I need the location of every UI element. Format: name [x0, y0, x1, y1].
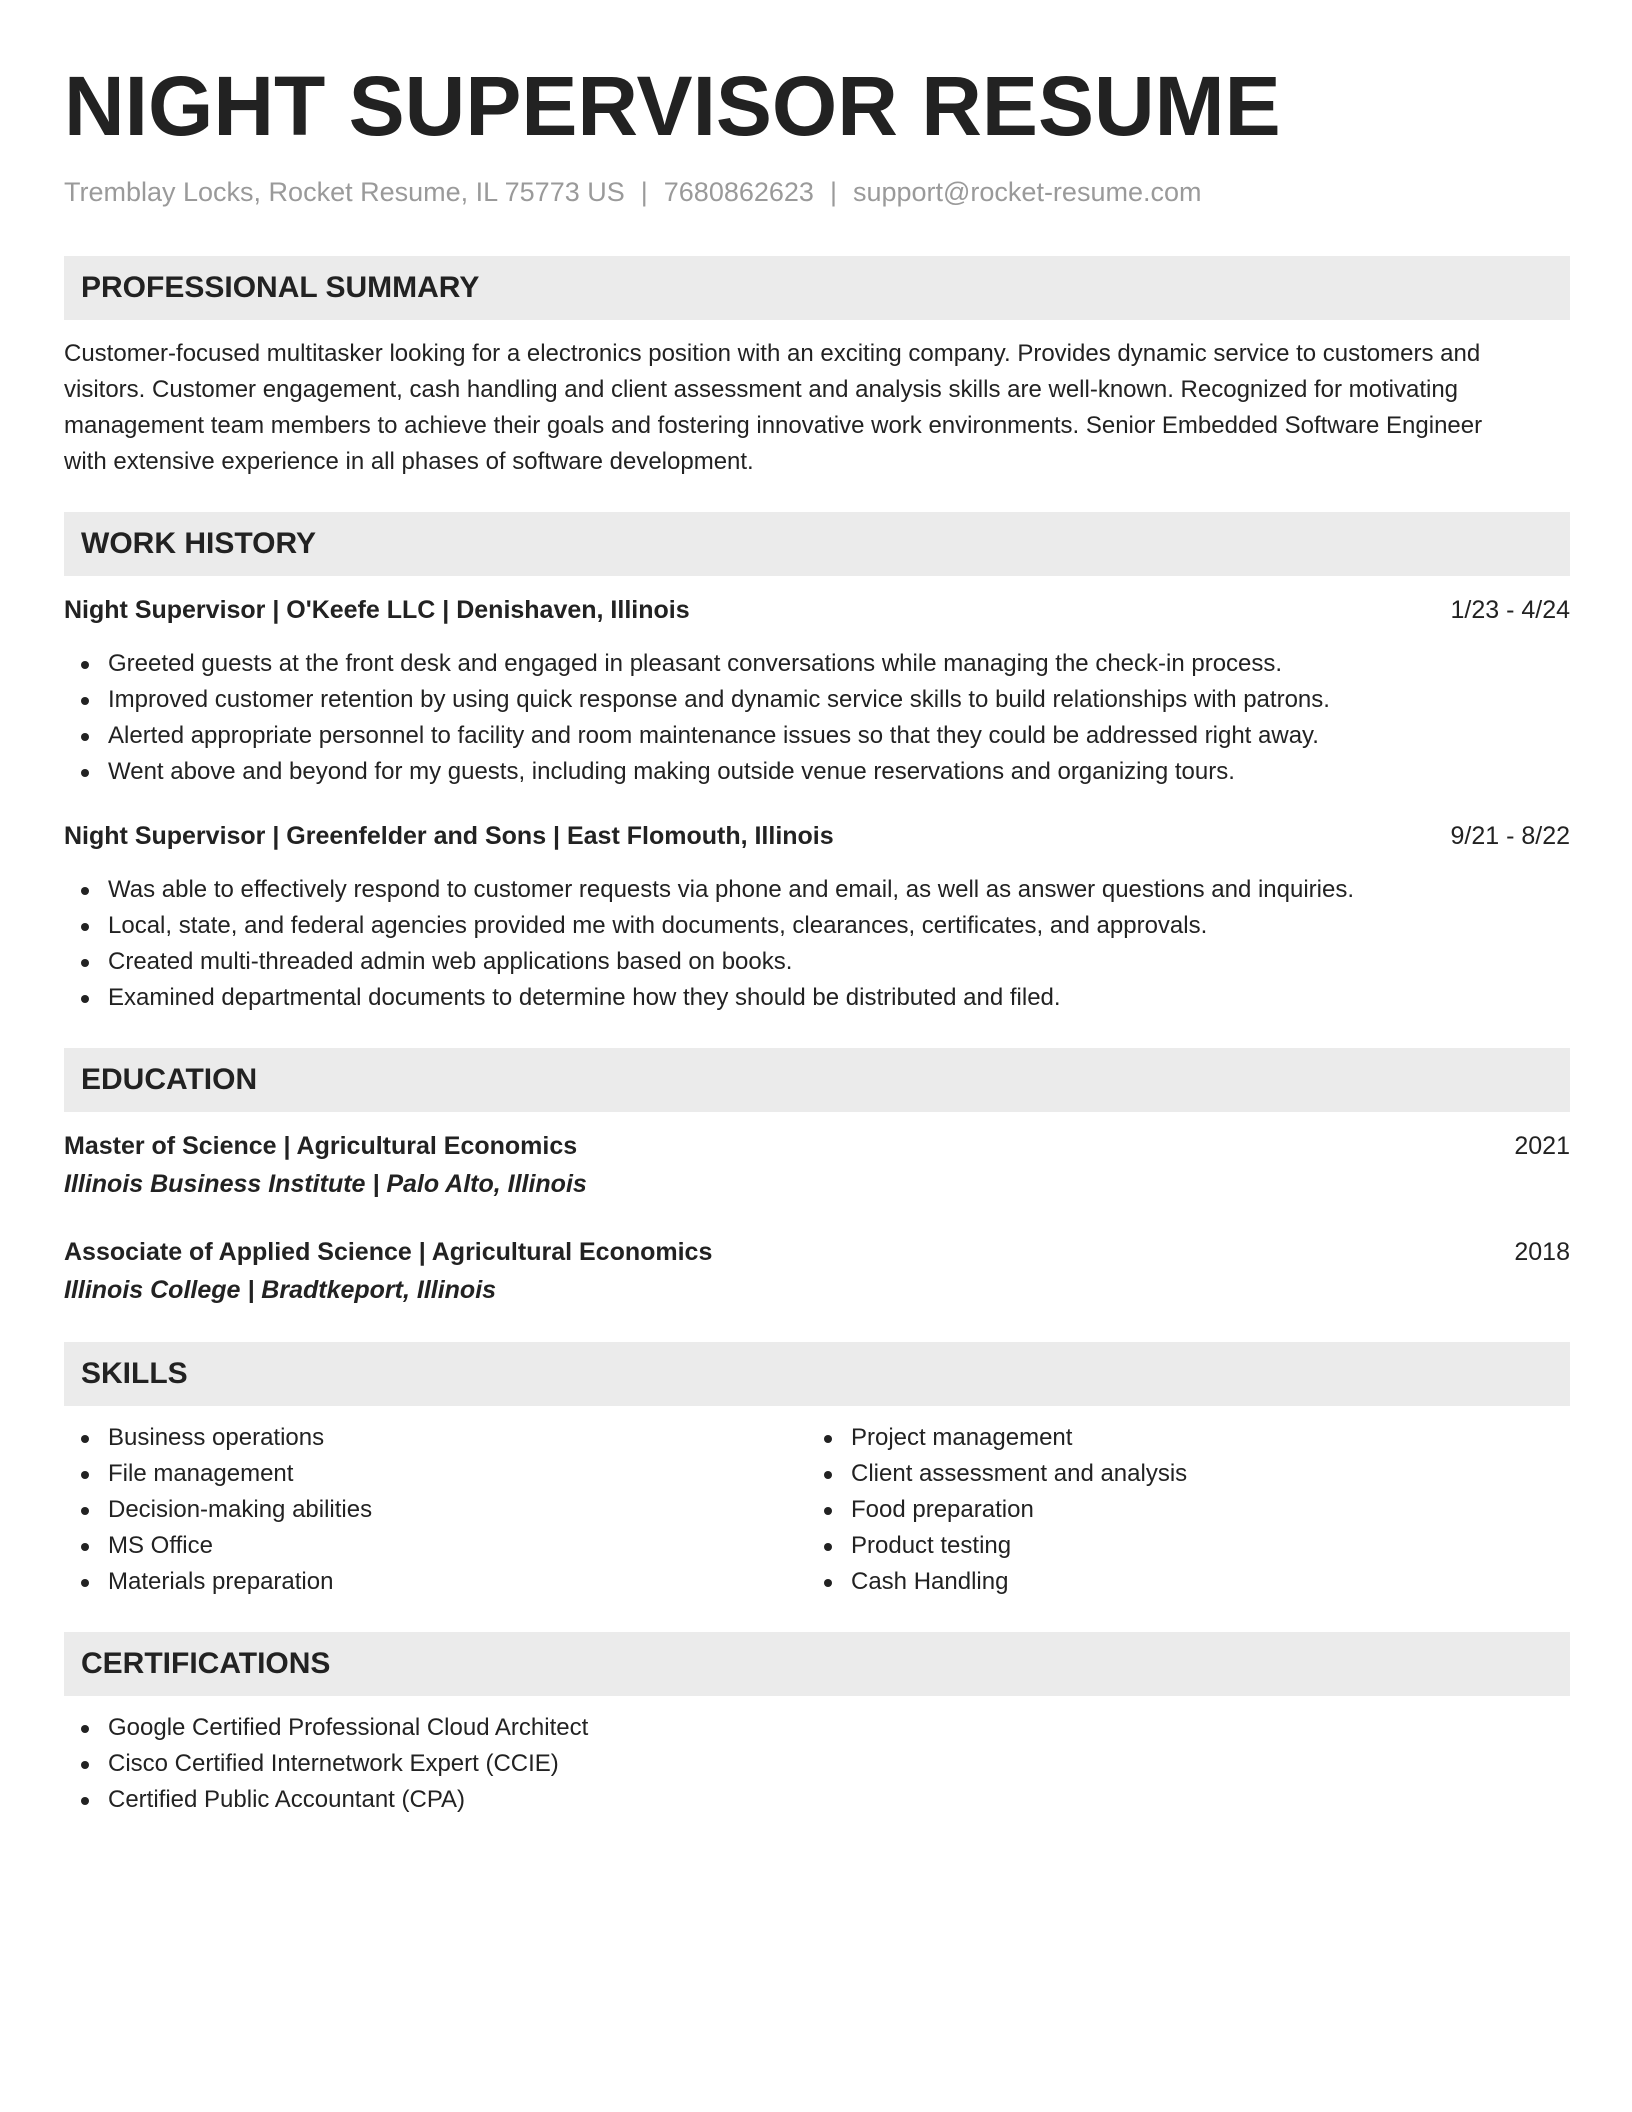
skill-item: Project management [807, 1420, 1550, 1456]
job-bullet: Went above and beyond for my guests, including making outside venue reservations and organizing tours. [64, 754, 1570, 790]
skill-item: Client assessment and analysis [807, 1456, 1550, 1492]
education-heading: EDUCATION [64, 1048, 1570, 1112]
skill-item: MS Office [64, 1528, 807, 1564]
job-title: Night Supervisor | Greenfelder and Sons | East Flomouth, Illinois [64, 822, 834, 850]
skill-item: File management [64, 1456, 807, 1492]
job-bullets [64, 646, 1570, 790]
contact-line [64, 174, 1570, 210]
summary-line: Customer-focused multitasker looking for a electronics position with an exciting company. Provides dynamic service to customers and [64, 340, 1481, 367]
resume-title: NIGHT SUPERVISOR RESUME [64, 59, 1281, 153]
skill-item: Business operations [64, 1420, 807, 1456]
job-bullet: Was able to effectively respond to customer requests via phone and email, as well as answer questions and inquiries. [64, 872, 1570, 908]
skill-item: Product testing [807, 1528, 1550, 1564]
degree-year: 2021 [1514, 1132, 1570, 1160]
work-history-heading: WORK HISTORY [64, 512, 1570, 576]
contact-separator: | [829, 177, 837, 207]
skills-list-right [807, 1420, 1550, 1600]
job-bullet: Alerted appropriate personnel to facility and room maintenance issues so that they could be addressed right away. [64, 718, 1570, 754]
contact-phone: 7680862623 [663, 177, 814, 207]
school-name: Illinois Business Institute | Palo Alto, Illinois [64, 1170, 587, 1198]
resume-page [64, 58, 1570, 1818]
skill-item: Materials preparation [64, 1564, 807, 1600]
job-bullet: Created multi-threaded admin web applications based on books. [64, 944, 1570, 980]
degree-title: Associate of Applied Science | Agricultural Economics [64, 1238, 713, 1266]
degree-year: 2018 [1514, 1238, 1570, 1266]
job-dates: 9/21 - 8/22 [1450, 822, 1570, 850]
certifications-heading: CERTIFICATIONS [64, 1632, 1570, 1696]
summary-text [64, 336, 1570, 480]
skill-item: Food preparation [807, 1492, 1550, 1528]
contact-address: Tremblay Locks, Rocket Resume, IL 75773 US [64, 177, 625, 207]
job-bullets [64, 872, 1570, 1016]
degree-row [64, 1128, 1570, 1164]
job-bullet: Local, state, and federal agencies provided me with documents, clearances, certificates, and approvals. [64, 908, 1570, 944]
summary-line: with extensive experience in all phases of software development. [64, 448, 754, 475]
summary-heading: PROFESSIONAL SUMMARY [64, 256, 1570, 320]
degree-title: Master of Science | Agricultural Economics [64, 1132, 578, 1160]
certification-item: Google Certified Professional Cloud Architect [64, 1710, 1570, 1746]
job-bullet: Greeted guests at the front desk and engaged in pleasant conversations while managing the check-in process. [64, 646, 1570, 682]
education-entry [64, 1234, 1570, 1310]
job-title-row [64, 592, 1570, 628]
contact-separator: | [640, 177, 648, 207]
education-entry [64, 1128, 1570, 1204]
certification-item: Cisco Certified Internetwork Expert (CCIE) [64, 1746, 1570, 1782]
school-name: Illinois College | Bradtkeport, Illinois [64, 1276, 497, 1304]
job-title-row [64, 818, 1570, 854]
contact-email: support@rocket-resume.com [852, 177, 1202, 207]
summary-line: visitors. Customer engagement, cash handling and client assessment and analysis skills are well-known. Recognized for motivating [64, 376, 1459, 403]
job-entry [64, 818, 1570, 1016]
skills-heading: SKILLS [64, 1342, 1570, 1406]
job-bullet: Examined departmental documents to determine how they should be distributed and filed. [64, 980, 1570, 1016]
certification-item: Certified Public Accountant (CPA) [64, 1782, 1570, 1818]
skill-item: Decision-making abilities [64, 1492, 807, 1528]
skills-columns [64, 1420, 1570, 1600]
summary-line: management team members to achieve their goals and fostering innovative work environments. Senior Embedded Software Engineer [64, 412, 1483, 439]
certifications-list [64, 1710, 1570, 1818]
job-entry [64, 592, 1570, 790]
job-dates: 1/23 - 4/24 [1450, 596, 1570, 624]
skills-list-left [64, 1420, 807, 1600]
job-title: Night Supervisor | O'Keefe LLC | Denishaven, Illinois [64, 596, 690, 624]
job-bullet: Improved customer retention by using quick response and dynamic service skills to build relationships with patrons. [64, 682, 1570, 718]
degree-row [64, 1234, 1570, 1270]
skill-item: Cash Handling [807, 1564, 1550, 1600]
